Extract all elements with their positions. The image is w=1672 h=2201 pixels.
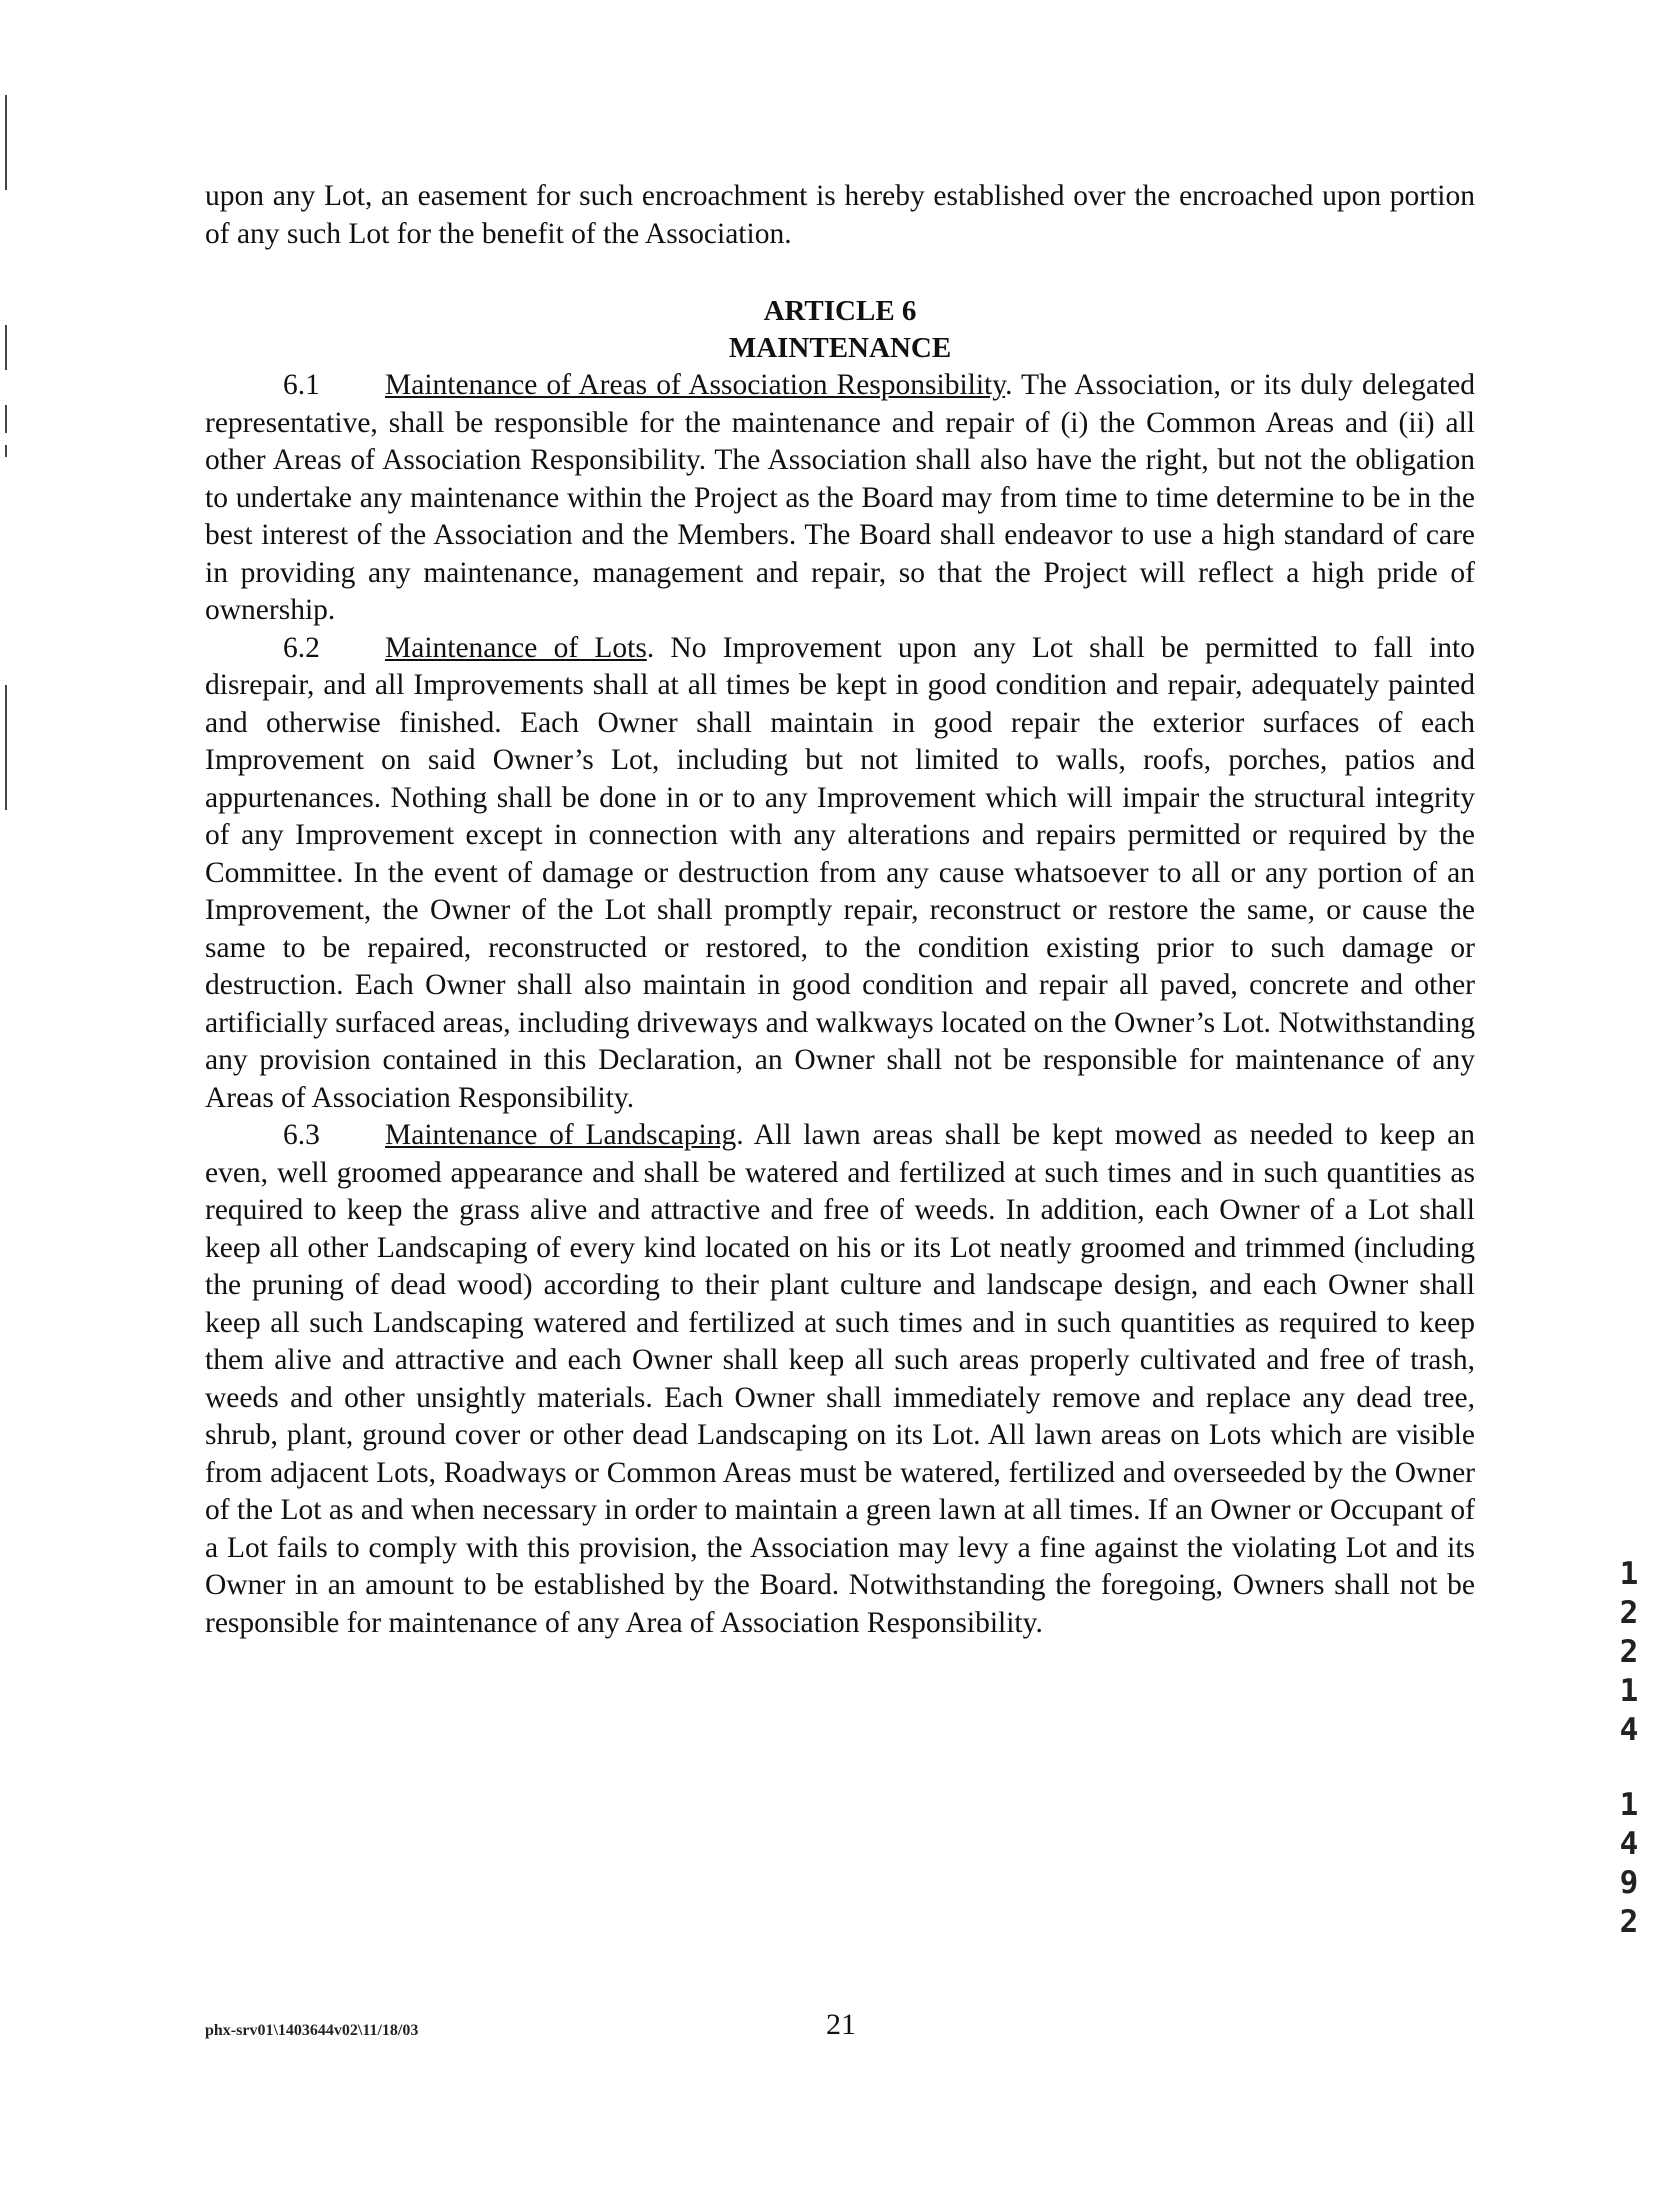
recording-stamp: [1614, 1555, 1644, 1942]
document-id: phx-srv01\1403644v02\11/18/03: [205, 2022, 419, 2039]
margin-bar: [5, 405, 7, 433]
stamp-digit: 1: [1619, 1673, 1639, 1709]
section-body: . No Improvement upon any Lot shall be permitted to fall into disrepair, and all Improvements shall at all times be kept in good condition and repair, adequately painted and otherwise finished. Each Owner shall maintain in good repair the exterior surfaces of each Improvement on said Owner’s Lot, including but not limited to walls, roofs, porches, patios and appurtenances. Nothing shall be done in or to any Improvement which will impair the structural integrity of any Improvement except in connection with any alterations and repairs permitted or required by the Committee. In the event of damage or destruction from any cause whatsoever to all or any portion of an Improvement, the Owner of the Lot shall promptly repair, reconstruct or restore the same, or cause the same to be repaired, reconstructed or restored, to the condition existing prior to such damage or destruction. Each Owner shall also maintain in good condition and repair all paved, concrete and other artificially surfaced areas, including driveways and walkways located on the Owner’s Lot. Notwithstanding any provision contained in this Declaration, an Owner shall not be responsible for maintenance of any Areas of Association Responsibility.: [205, 631, 1475, 1114]
intro-paragraph: upon any Lot, an easement for such encroachment is hereby established over the encroached upon portion of any such Lot for the benefit of the Association.: [205, 180, 1475, 250]
section-6-1: [205, 367, 1475, 630]
section-number: 6.2: [283, 631, 320, 664]
section-6-3: [205, 1117, 1475, 1642]
margin-bar: [5, 95, 7, 190]
article-number: ARTICLE 6: [763, 295, 917, 327]
section-number: 6.1: [283, 369, 320, 401]
section-number: 6.3: [283, 1119, 320, 1151]
stamp-digit: 4: [1619, 1826, 1639, 1862]
stamp-digit: 2: [1619, 1595, 1639, 1631]
section-body: . The Association, or its duly delegated representative, shall be responsible for the maintenance and repair of (i) the Common Areas and (ii) all other Areas of Association Responsibility. The Association shall also have the right, but not the obligation to undertake any maintenance within the Project as the Board may from time to time determine to be in the best interest of the Association and the Members. The Board shall endeavor to use a high standard of care in providing any maintenance, management and repair, so that the Project will reflect a high pride of ownership.: [205, 369, 1475, 626]
stamp-digit: 2: [1619, 1904, 1639, 1940]
margin-bar: [5, 685, 7, 810]
page-number: 21: [826, 2008, 856, 2041]
article-heading: [205, 293, 1475, 367]
document-body: [205, 178, 1475, 1642]
stamp-digit: 4: [1619, 1712, 1639, 1748]
stamp-digit: 1: [1619, 1787, 1639, 1823]
section-body: . All lawn areas shall be kept mowed as needed to keep an even, well groomed appearance and shall be watered and fertilized at such times and in such quantities as required to keep the grass alive and attractive and free of weeds. In addition, each Owner of a Lot shall keep all other Landscaping of every kind located on his or its Lot neatly groomed and trimmed (including the pruning of dead wood) according to their plant culture and landscape design, and each Owner shall keep all such Landscaping watered and fertilized at such times and in such quantities as required to keep them alive and attractive and each Owner shall keep all such areas properly cultivated and free of trash, weeds and other unsightly materials. Each Owner shall immediately remove and replace any dead tree, shrub, plant, ground cover or other dead Landscaping on its Lot. All lawn areas on Lots which are visible from adjacent Lots, Roadways or Common Areas must be watered, fertilized and overseeded by the Owner of the Lot as and when necessary in order to maintain a green lawn at all times. If an Owner or Occupant of a Lot fails to comply with this provision, the Association may levy a fine against the violating Lot and its Owner in an amount to be established by the Board. Notwithstanding the foregoing, Owners shall not be responsible for maintenance of any Area of Association Responsibility.: [205, 1119, 1475, 1639]
margin-bar: [5, 445, 7, 457]
stamp-digit: 1: [1619, 1556, 1639, 1592]
section-6-2: [205, 630, 1475, 1118]
stamp-digit: 9: [1619, 1865, 1639, 1901]
section-title: Maintenance of Landscaping: [385, 1119, 737, 1151]
stamp-digit: 2: [1619, 1634, 1639, 1670]
article-title: MAINTENANCE: [728, 332, 952, 364]
section-title: Maintenance of Areas of Association Responsibility: [385, 369, 1006, 401]
section-title: Maintenance of Lots: [385, 631, 647, 664]
margin-bar: [5, 325, 7, 370]
